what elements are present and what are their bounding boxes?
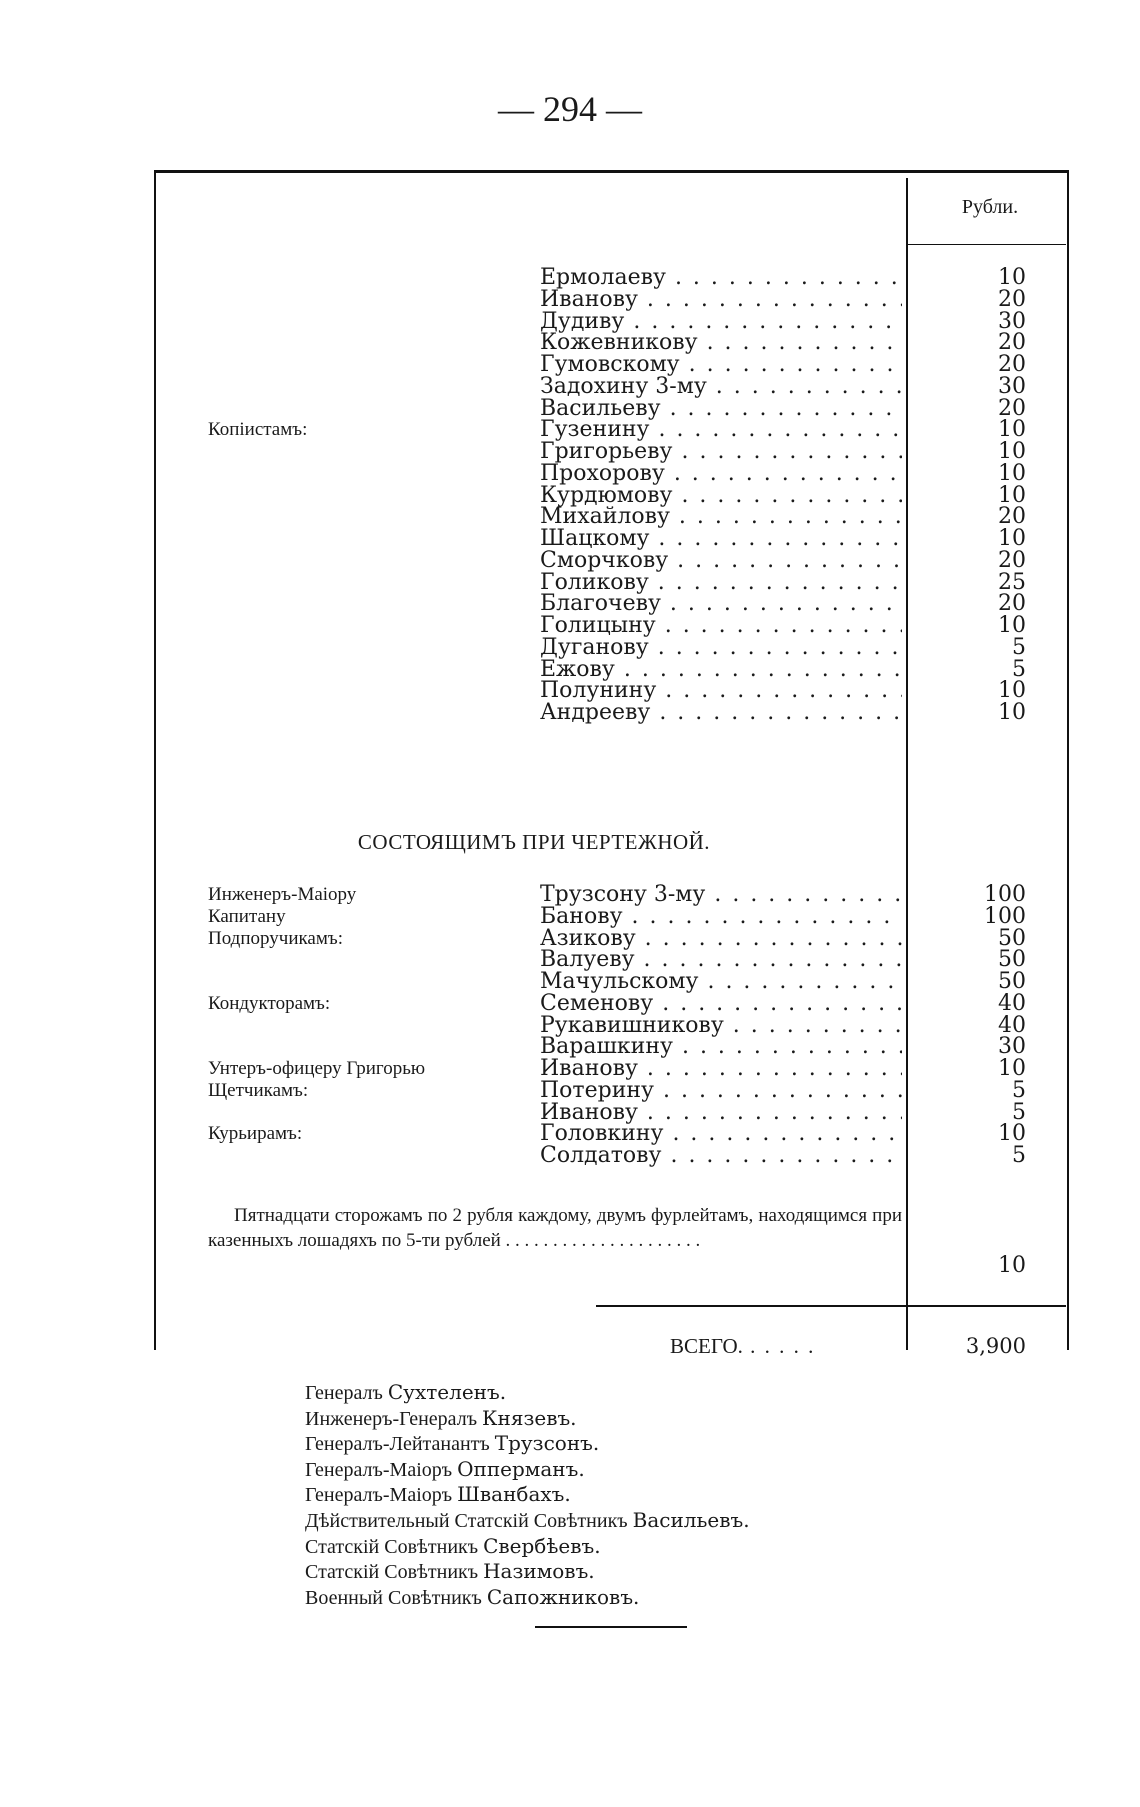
signatory-rank: Статскiй Совѣтникъ [305, 1535, 479, 1558]
amount-value: 20 [998, 352, 1026, 377]
signatory-line [305, 1508, 1005, 1534]
recipient-name: Головкину . . . [540, 1121, 902, 1146]
amount-value: 100 [984, 882, 1026, 907]
amount-value: 10 [998, 613, 1026, 638]
signatory-line [305, 1431, 1005, 1457]
signatory-rank: Генералъ-Лейтанантъ [305, 1433, 490, 1456]
recipient-name: Михайлову . . . [540, 504, 902, 529]
signatory-line [305, 1380, 1005, 1406]
signatory-rank: Генералъ-Маiоръ [305, 1458, 453, 1481]
amount-value: 10 [998, 417, 1026, 443]
amount-value: 20 [998, 547, 1026, 573]
recipient-name: Шацкому . . . [540, 526, 902, 551]
signatory-line [305, 1559, 1005, 1585]
recipient-name: Григорьеву . . . [540, 439, 902, 464]
amount-value: 10 [998, 460, 1026, 486]
signatory-name: Опперманъ. [457, 1456, 585, 1481]
amount-value: 10 [998, 265, 1026, 290]
recipient-name: Трузсону 3-му . . . [540, 882, 902, 907]
amount-value: 5 [1012, 1099, 1026, 1125]
recipient-name: Голицыну . . . [540, 613, 902, 638]
recipient-name: Иванову . . . [540, 1100, 902, 1125]
recipient-name: Варашкину . . . [540, 1034, 902, 1059]
signatory-line [305, 1534, 1005, 1560]
signatory-line [305, 1457, 1005, 1483]
rank-label: Капитану [208, 905, 286, 927]
table-row [0, 1143, 1140, 1168]
recipient-name: Семенову . . . [540, 991, 902, 1016]
amount-value: 10 [998, 1056, 1026, 1081]
table-row [0, 700, 1140, 725]
amount-value: 100 [984, 903, 1026, 929]
row-group-label: Копiистамъ: [208, 419, 308, 441]
recipient-name: Гузенину . . . [540, 417, 902, 442]
recipient-name: Сморчкову . . . [540, 548, 902, 573]
recipient-name: Валуеву . . . [540, 947, 902, 972]
amount-value: 50 [998, 947, 1026, 973]
amount-value: 50 [998, 969, 1026, 994]
recipient-name: Васильеву . . . [540, 396, 902, 421]
rank-label: Инженеръ-Маiору [208, 884, 357, 905]
amount-value: 5 [1012, 1077, 1026, 1103]
recipient-name: Гумовскому . . . [540, 352, 902, 377]
amount-value: 10 [998, 678, 1026, 704]
signatory-line [305, 1406, 1005, 1432]
rank-label: Подпоручикамъ: [208, 927, 343, 949]
page-number: — 294 — [498, 89, 642, 129]
amount-value: 5 [1012, 634, 1026, 660]
recipient-name: Дуганову . . . [540, 635, 902, 660]
recipient-name: Иванову . . . [540, 287, 902, 312]
recipient-name: Банову . . . [540, 904, 902, 929]
amount-value: 10 [998, 1121, 1026, 1147]
signatory-rank: Генералъ-Маiоръ [305, 1484, 453, 1507]
recipient-name: Мачульскому . . . [540, 969, 902, 994]
amount-value: 40 [998, 1012, 1026, 1038]
recipient-name: Полунину . . . [540, 678, 902, 703]
recipient-name: Ермолаеву . . . [540, 265, 902, 290]
recipient-name: Азикову . . . [540, 926, 902, 951]
amount-value: 10 [998, 526, 1026, 551]
amount-value: 20 [998, 286, 1026, 312]
recipient-name: Курдюмову . . . [540, 483, 902, 508]
recipient-name: Прохорову . . . [540, 461, 902, 486]
table-top-rule [154, 170, 1069, 173]
recipient-name: Благочеву . . . [540, 591, 902, 616]
recipient-name: Рукавишникову . . . [540, 1013, 902, 1038]
recipient-name: Иванову . . . [540, 1056, 902, 1081]
amount-value: 20 [998, 330, 1026, 356]
signatory-name: Васильевъ. [632, 1507, 750, 1532]
end-rule [535, 1626, 687, 1628]
signatory-rank: Дѣйствительный Статскiй Совѣтникъ [305, 1509, 628, 1532]
signatories-list [305, 1380, 1005, 1610]
amount-value: 30 [998, 373, 1026, 399]
signatory-rank: Генералъ [305, 1382, 383, 1404]
rank-label: Щетчикамъ: [208, 1079, 309, 1101]
amount-value: 20 [998, 395, 1026, 421]
recipient-name: Солдатову . . . [540, 1143, 902, 1168]
rank-label: Курьирамъ: [208, 1123, 303, 1145]
signatory-name: Свербѣевъ. [483, 1533, 601, 1558]
amount-value: 25 [998, 569, 1026, 595]
amount-value: 30 [998, 308, 1026, 334]
signatory-name: Сухтеленъ. [387, 1380, 507, 1404]
amount-value: 10 [998, 700, 1026, 725]
signatory-name: Князевъ. [482, 1405, 577, 1430]
recipient-name: Ежову . . . [540, 657, 902, 682]
amount-header-rule [906, 244, 1066, 245]
recipient-name: Дудиву . . . [540, 309, 902, 334]
section-title: СОСТОЯЩИМЪ ПРИ ЧЕРТЕЖНОЙ. [357, 830, 711, 854]
signatory-rank: Военный Совѣтникъ [305, 1586, 482, 1609]
signatory-name: Шванбахъ. [457, 1482, 571, 1507]
recipient-name: Андрееву . . . [540, 700, 902, 725]
amount-column-header: Рубли. [961, 196, 1019, 218]
rank-label: Унтеръ-офицеру Григорью [208, 1058, 426, 1079]
recipient-name: Потерину . . . [540, 1078, 902, 1103]
total-rule [596, 1305, 1066, 1307]
signatory-name: Трузсонъ. [494, 1431, 600, 1456]
amount-value: 5 [1012, 656, 1026, 682]
amount-value: 50 [998, 925, 1026, 951]
signatory-name: Сапожниковъ. [486, 1584, 640, 1609]
watchmen-note: Пятнадцати сторожамъ по 2 рубля каждому, двумъ фурлейтамъ, находящимся при казенныхъ лошадяхъ по 5-ти рублей . . . . . . . . . . . . . . . . . . . . . [208, 1205, 902, 1251]
recipient-name: Кожевникову . . . [540, 330, 902, 355]
signatory-line [305, 1482, 1005, 1508]
total-amount: 3,900 [965, 1334, 1026, 1358]
total-label: ВСЕГО. . . . [670, 1334, 900, 1359]
amount-value: 10 [998, 482, 1026, 508]
amount-value: 10 [998, 439, 1026, 464]
amount-value: 20 [998, 504, 1026, 530]
signatory-name: Назимовъ. [483, 1559, 595, 1584]
amount-value: 5 [1012, 1143, 1026, 1168]
amount-value: 30 [998, 1034, 1026, 1060]
recipient-name: Голикову . . . [540, 570, 902, 595]
signatory-line [305, 1585, 1005, 1611]
amount-value: 20 [998, 591, 1026, 617]
watchmen-note-amount: 10 [998, 1253, 1026, 1278]
rank-label: Кондукторамъ: [208, 992, 331, 1014]
amount-value: 40 [998, 990, 1026, 1016]
signatory-rank: Инженеръ-Генералъ [305, 1407, 478, 1430]
recipient-name: Задохину 3-му . . . [540, 374, 902, 399]
signatory-rank: Статскiй Совѣтникъ [305, 1561, 479, 1584]
